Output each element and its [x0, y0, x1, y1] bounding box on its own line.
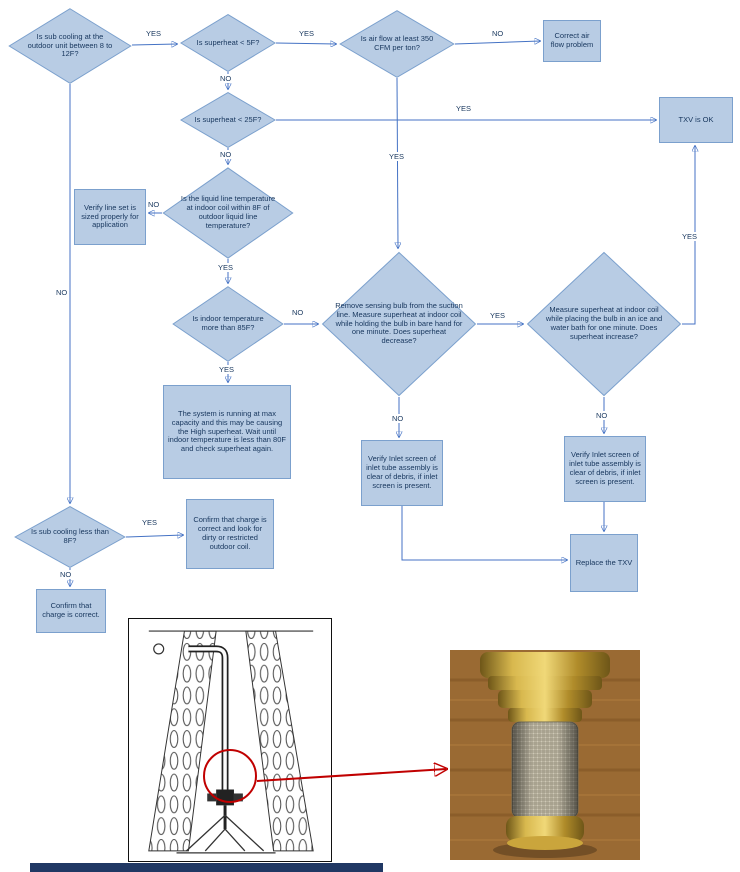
decision-ice-water-bath-label: Measure superheat at indoor coil while placing the bulb in an ice and water bath for one minute. Does superheat increase?	[545, 305, 663, 341]
decision-ice-water-bath	[526, 251, 682, 397]
edge-label-yes: YES	[682, 232, 698, 241]
edge-label-no: NO	[596, 411, 608, 420]
decision-indoor-temp-85f	[172, 286, 284, 362]
step-txv-ok	[659, 97, 733, 143]
step-confirm-charge-coil	[186, 499, 274, 569]
edge-label-no: NO	[220, 74, 232, 83]
edge-label-no: NO	[148, 200, 160, 209]
step-confirm-charge-coil-label: Confirm that charge is correct and look for dirty or restricted outdoor coil.	[193, 515, 267, 551]
decision-superheat-25f-label: Is superheat < 25F?	[194, 114, 262, 124]
decision-subcooling-less-8f	[14, 506, 126, 568]
step-confirm-charge	[36, 589, 106, 633]
decision-superheat-5f-label: Is superheat < 5F?	[196, 37, 260, 47]
decision-subcooling-less-8f-label: Is sub cooling less than 8F?	[31, 527, 109, 545]
edge-label-no: NO	[56, 288, 68, 297]
step-replace-txv-label: Replace the TXV	[575, 557, 633, 567]
decision-airflow-350cfm-label: Is air flow at least 350 CFM per ton?	[360, 34, 434, 52]
edge-label-yes: YES	[389, 152, 405, 161]
edge-label-yes: YES	[490, 311, 506, 320]
edge-label-no: NO	[492, 29, 504, 38]
step-txv-ok-label: TXV is OK	[678, 114, 714, 124]
edge-label-no: NO	[392, 414, 404, 423]
edge-label-yes: YES	[219, 365, 235, 374]
edge-label-no: NO	[220, 150, 232, 159]
decision-indoor-temp-85f-label: Is indoor temperature more than 85F?	[192, 314, 264, 332]
step-verify-inlet-screen-right-label: Verify Inlet screen of inlet tube assembly is clear of debris, if inlet screen is present.	[569, 450, 641, 486]
edge-label-yes: YES	[146, 29, 162, 38]
edge-label-yes: YES	[142, 518, 158, 527]
decision-subcooling-8-12	[8, 8, 132, 84]
step-system-at-max	[163, 385, 291, 479]
edge-label-yes: YES	[299, 29, 315, 38]
edge-label-no: NO	[292, 308, 304, 317]
step-system-at-max-label: The system is running at max capacity and this may be causing the High superheat. Wait until indoor temperature is less than 80F and check superheat again.	[168, 408, 286, 454]
condenser-coil-drawing-svg	[129, 619, 331, 861]
decision-remove-bulb-hand	[321, 251, 477, 397]
step-verify-line-set	[74, 189, 146, 245]
step-verify-inlet-screen-left	[361, 440, 443, 506]
decision-liquid-line-temp-label: Is the liquid line temperature at indoor coil within 8F of outdoor liquid line temperature?	[180, 194, 276, 230]
edge-label-no: NO	[60, 570, 72, 579]
decision-superheat-5f	[180, 14, 276, 72]
decision-superheat-25f	[180, 92, 276, 148]
decision-subcooling-8-12-label: Is sub cooling at the outdoor unit between 8 to 12F?	[27, 31, 113, 59]
step-correct-airflow-label: Correct air flow problem	[550, 31, 594, 49]
decision-airflow-350cfm	[339, 10, 455, 78]
inlet-screen-photo	[450, 650, 640, 860]
condenser-coil-drawing	[128, 618, 332, 862]
step-verify-inlet-screen-left-label: Verify Inlet screen of inlet tube assembly is clear of debris, if inlet screen is present.	[366, 454, 438, 490]
inlet-screen-photo-svg	[450, 650, 640, 860]
step-verify-line-set-label: Verify line set is sized properly for application	[81, 202, 139, 230]
decision-remove-bulb-hand-label: Remove sensing bulb from the suction line. Measure superheat at indoor coil while holding the bulb in bare hand for one minute. Does superheat decrease?	[335, 300, 463, 346]
edge-label-yes: YES	[218, 263, 234, 272]
step-confirm-charge-label: Confirm that charge is correct.	[42, 601, 100, 619]
step-replace-txv	[570, 534, 638, 592]
decision-liquid-line-temp	[162, 167, 294, 259]
page-footer-bar	[30, 863, 383, 872]
step-correct-airflow	[543, 20, 601, 62]
edge-label-yes: YES	[456, 104, 472, 113]
step-verify-inlet-screen-right	[564, 436, 646, 502]
